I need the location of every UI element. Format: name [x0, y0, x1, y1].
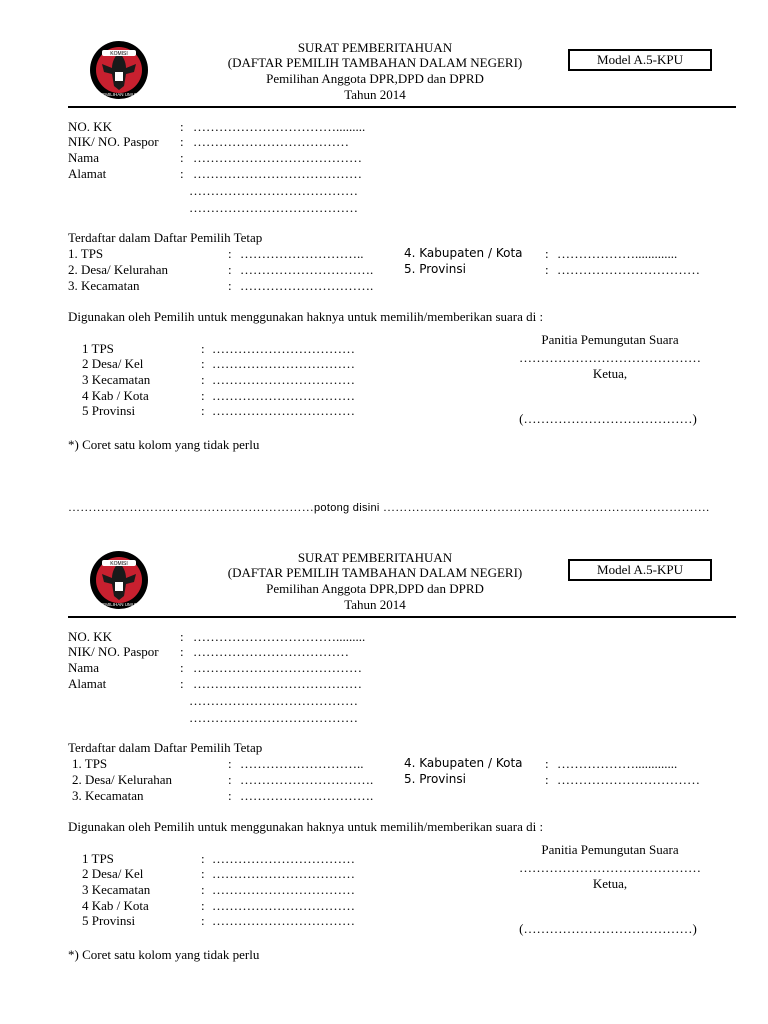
nama-label: Nama — [68, 660, 100, 675]
reg-provinsi-colon: : — [545, 262, 549, 277]
sig-org: Panitia Pemungutan Suara — [541, 842, 679, 857]
use-desa-colon: : — [201, 866, 205, 881]
reg-kabupaten-field[interactable]: ………………............. — [557, 246, 678, 261]
nik-colon: : — [180, 644, 184, 659]
sig-org: Panitia Pemungutan Suara — [541, 332, 679, 347]
sig-name[interactable]: (…………………………………) — [519, 411, 697, 426]
reg-provinsi-colon: : — [545, 772, 549, 787]
nokk-label: NO. KK — [68, 629, 113, 644]
reg-provinsi-field[interactable]: …………………………… — [557, 772, 700, 787]
reg-tps-field[interactable]: ……………………….. — [240, 756, 364, 771]
use-kecamatan-colon: : — [201, 372, 205, 387]
use-provinsi-field[interactable]: …………………………… — [212, 403, 355, 418]
header-line-1: SURAT PEMBERITAHUAN — [297, 40, 453, 55]
reg-provinsi-field[interactable]: …………………………… — [557, 262, 700, 277]
use-tps-field[interactable]: …………………………… — [212, 341, 355, 356]
nama-colon: : — [180, 660, 184, 675]
reg-provinsi-label: 5. Provinsi — [404, 772, 466, 786]
use-tps-field[interactable]: …………………………… — [212, 851, 355, 866]
use-kecamatan-label: 3 Kecamatan — [82, 372, 151, 387]
header-divider — [68, 616, 736, 618]
sig-dots[interactable]: …………………………………… — [519, 350, 701, 365]
form-top — [0, 0, 768, 490]
reg-kecamatan-colon: : — [228, 788, 232, 803]
use-provinsi-colon: : — [201, 913, 205, 928]
reg-kabupaten-label: 4. Kabupaten / Kota — [404, 246, 523, 260]
header-line-4: Tahun 2014 — [344, 597, 406, 612]
use-kecamatan-field[interactable]: …………………………… — [212, 372, 355, 387]
use-kabkota-field[interactable]: …………………………… — [212, 388, 355, 403]
kpu-logo-icon — [88, 38, 150, 102]
sig-name[interactable]: (…………………………………) — [519, 921, 697, 936]
use-tps-label: 1 TPS — [82, 341, 114, 356]
nama-field[interactable]: ………………………………… — [193, 150, 362, 165]
use-provinsi-label: 5 Provinsi — [82, 403, 136, 418]
registered-title: Terdaftar dalam Daftar Pemilih Tetap — [68, 740, 263, 755]
reg-kecamatan-field[interactable]: …………………………. — [240, 278, 374, 293]
usage-title: Digunakan oleh Pemilih untuk menggunakan haknya untuk memilih/memberikan suara di : — [68, 819, 544, 834]
use-kabkota-colon: : — [201, 898, 205, 913]
reg-kecamatan-colon: : — [228, 278, 232, 293]
alamat-field-3[interactable]: ………………………………… — [189, 710, 358, 725]
nokk-colon: : — [180, 119, 184, 134]
use-desa-field[interactable]: …………………………… — [212, 866, 355, 881]
model-label: Model A.5-KPU — [568, 49, 712, 71]
nik-field[interactable]: ……………………………… — [193, 644, 349, 659]
nama-label: Nama — [68, 150, 100, 165]
header-line-3: Pemilihan Anggota DPR,DPD dan DPRD — [266, 581, 484, 596]
header-line-2: (DAFTAR PEMILIH TAMBAHAN DALAM NEGERI) — [227, 565, 523, 580]
reg-kabupaten-colon: : — [545, 756, 549, 771]
reg-desa-label: 2. Desa/ Kelurahan — [72, 772, 172, 787]
use-provinsi-field[interactable]: …………………………… — [212, 913, 355, 928]
sig-role: Ketua, — [592, 876, 628, 891]
use-kecamatan-field[interactable]: …………………………… — [212, 882, 355, 897]
reg-kecamatan-label: 3. Kecamatan — [68, 278, 140, 293]
registered-title: Terdaftar dalam Daftar Pemilih Tetap — [68, 230, 263, 245]
alamat-field[interactable]: ………………………………… — [193, 166, 362, 181]
reg-desa-colon: : — [228, 772, 232, 787]
cut-text: potong disini — [314, 502, 380, 514]
reg-tps-label: 1. TPS — [72, 756, 108, 771]
cut-dots-left: …………………………………………………… — [68, 500, 314, 514]
nokk-colon: : — [180, 629, 184, 644]
sig-dots[interactable]: …………………………………… — [519, 860, 701, 875]
nokk-label: NO. KK — [68, 119, 113, 134]
alamat-label: Alamat — [68, 166, 107, 181]
footnote: *) Coret satu kolom yang tidak perlu — [68, 437, 260, 452]
form-bottom — [0, 510, 768, 1000]
reg-desa-field[interactable]: …………………………. — [240, 262, 374, 277]
nik-field[interactable]: ……………………………… — [193, 134, 349, 149]
reg-tps-label: 1. TPS — [68, 246, 104, 261]
nik-label: NIK/ NO. Paspor — [68, 644, 159, 659]
use-provinsi-colon: : — [201, 403, 205, 418]
use-desa-label: 2 Desa/ Kel — [82, 356, 144, 371]
reg-desa-label: 2. Desa/ Kelurahan — [68, 262, 168, 277]
alamat-field-3[interactable]: ………………………………… — [189, 200, 358, 215]
use-desa-colon: : — [201, 356, 205, 371]
alamat-field[interactable]: ………………………………… — [193, 676, 362, 691]
reg-tps-colon: : — [228, 756, 232, 771]
alamat-field-2[interactable]: ………………………………… — [189, 183, 358, 198]
use-tps-colon: : — [201, 851, 205, 866]
sig-role: Ketua, — [592, 366, 628, 381]
alamat-field-2[interactable]: ………………………………… — [189, 693, 358, 708]
reg-tps-field[interactable]: ……………………….. — [240, 246, 364, 261]
alamat-colon: : — [180, 676, 184, 691]
reg-kabupaten-label: 4. Kabupaten / Kota — [404, 756, 523, 770]
usage-title: Digunakan oleh Pemilih untuk menggunakan haknya untuk memilih/memberikan suara di : — [68, 309, 544, 324]
reg-kecamatan-label: 3. Kecamatan — [72, 788, 144, 803]
alamat-colon: : — [180, 166, 184, 181]
use-kecamatan-colon: : — [201, 882, 205, 897]
reg-tps-colon: : — [228, 246, 232, 261]
reg-desa-field[interactable]: …………………………. — [240, 772, 374, 787]
logo-text-top: KOMISI — [110, 51, 128, 57]
use-kabkota-field[interactable]: …………………………… — [212, 898, 355, 913]
reg-provinsi-label: 5. Provinsi — [404, 262, 466, 276]
nama-field[interactable]: ………………………………… — [193, 660, 362, 675]
reg-kecamatan-field[interactable]: …………………………. — [240, 788, 374, 803]
logo-text-bottom: PEMILIHAN UMUM — [99, 92, 139, 97]
use-tps-label: 1 TPS — [82, 851, 114, 866]
header-line-2: (DAFTAR PEMILIH TAMBAHAN DALAM NEGERI) — [227, 55, 523, 70]
use-kabkota-colon: : — [201, 388, 205, 403]
footnote: *) Coret satu kolom yang tidak perlu — [68, 947, 260, 962]
use-provinsi-label: 5 Provinsi — [82, 913, 136, 928]
nik-label: NIK/ NO. Paspor — [68, 134, 159, 149]
kpu-logo-icon — [88, 548, 150, 612]
reg-kabupaten-field[interactable]: ………………............. — [557, 756, 678, 771]
nokk-field[interactable]: ……………………………......... — [193, 629, 366, 644]
use-kabkota-label: 4 Kab / Kota — [82, 898, 149, 913]
header-divider — [68, 106, 736, 108]
model-label: Model A.5-KPU — [568, 559, 712, 581]
use-desa-field[interactable]: …………………………… — [212, 356, 355, 371]
alamat-label: Alamat — [68, 676, 107, 691]
use-kecamatan-label: 3 Kecamatan — [82, 882, 151, 897]
nama-colon: : — [180, 150, 184, 165]
use-desa-label: 2 Desa/ Kel — [82, 866, 144, 881]
logo-text-top: KOMISI — [110, 561, 128, 567]
logo-text-bottom: PEMILIHAN UMUM — [99, 602, 139, 607]
header-line-1: SURAT PEMBERITAHUAN — [297, 550, 453, 565]
use-kabkota-label: 4 Kab / Kota — [82, 388, 149, 403]
header-line-3: Pemilihan Anggota DPR,DPD dan DPRD — [266, 71, 484, 86]
nik-colon: : — [180, 134, 184, 149]
header-line-4: Tahun 2014 — [344, 87, 406, 102]
use-tps-colon: : — [201, 341, 205, 356]
reg-kabupaten-colon: : — [545, 246, 549, 261]
reg-desa-colon: : — [228, 262, 232, 277]
cut-dots-right: ……………….……………………………………………………. — [382, 500, 710, 514]
nokk-field[interactable]: ……………………………......... — [193, 119, 366, 134]
